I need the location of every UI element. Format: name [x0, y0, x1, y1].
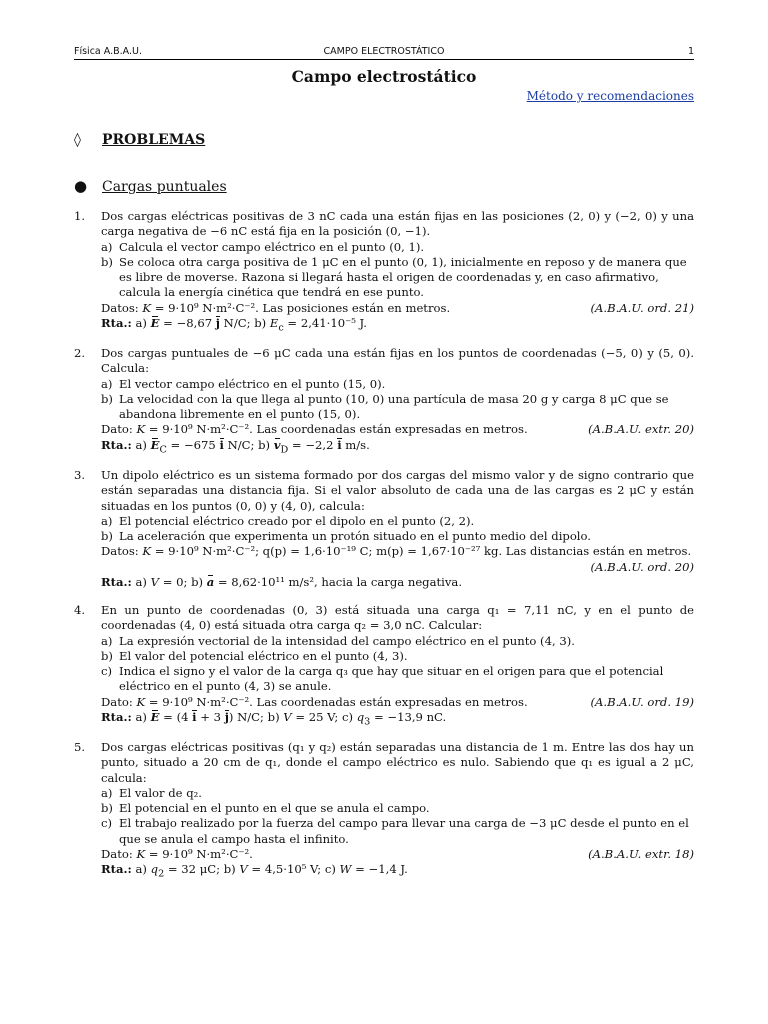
item-text: El valor de q₂.	[119, 785, 202, 800]
answer-symbol: E	[150, 710, 160, 725]
answer-text: m/s.	[341, 437, 370, 452]
answer-symbol: V	[239, 862, 248, 877]
answer-subscript: D	[280, 444, 289, 456]
problem-statement: Dos cargas eléctricas positivas (q₁ y q₂) están separadas una distancia de 1 m. Entre las dos hay un punto, situado a 20 cm de q₁, donde el campo eléctrico es nulo. Sabiendo que q₁ es igual a 2 μC, calcula:	[101, 740, 694, 785]
item-text: Se coloca otra carga positiva de 1 μC en el punto (0, 1), inicialmente en reposo y de manera que es libre de moverse. Razona si llegará hasta el origen de coordenadas y, en caso afirmativo, calcula la energía cinética que tendrá en ese punto.	[119, 254, 687, 300]
answer-text: a)	[131, 862, 151, 877]
unit-vector: j	[224, 710, 229, 725]
problem-item	[101, 816, 694, 847]
problem-number: 2.	[74, 346, 86, 360]
item-text: El vector campo eléctrico en el punto (15, 0).	[119, 376, 386, 391]
item-text: El potencial eléctrico creado por el dipolo en el punto (2, 2).	[119, 513, 475, 528]
header-rule	[74, 59, 694, 60]
problem-statement: En un punto de coordenadas (0, 3) está situada una carga q₁ = 7,11 nC, y en el punto de coordenadas (4, 0) está situada otra carga q₂ = 3,0 nC. Calcular:	[101, 603, 694, 633]
answer-subscript: c	[278, 322, 284, 334]
answer-subscript: 2	[158, 868, 165, 880]
item-label: b)	[101, 529, 113, 544]
data-text: = 9·10⁹ N·m²·C⁻².	[145, 847, 253, 862]
data-prefix: Datos:	[101, 300, 143, 315]
data-prefix: Datos:	[101, 544, 143, 559]
answer-text: = 25 V; c)	[291, 710, 357, 725]
problem-item	[101, 392, 694, 423]
item-label: c)	[101, 816, 113, 831]
answer-symbol: E	[150, 316, 160, 331]
answer-text: = −675	[166, 437, 220, 452]
problem-item	[101, 786, 694, 801]
problem-body	[101, 603, 694, 730]
answer-text: = −8,67	[159, 316, 216, 331]
answer-line	[101, 316, 694, 336]
subsection-label: Cargas puntuales	[102, 179, 227, 195]
problem-number: 5.	[74, 740, 86, 754]
problem-item	[101, 801, 694, 816]
data-constant: K	[136, 422, 146, 437]
unit-vector: j	[215, 316, 220, 331]
source-citation: (A.B.A.U. ord. 21)	[590, 300, 694, 315]
answer-text: N/C; b)	[220, 316, 270, 331]
problem-body	[101, 740, 694, 882]
problem-body	[101, 209, 694, 336]
problem-item	[101, 529, 694, 544]
problem-number: 1.	[74, 209, 86, 223]
item-text: La velocidad con la que llega al punto (10, 0) una partícula de masa 20 g y carga 8 μC que se abandona libremente en el punto (15, 0).	[119, 391, 669, 422]
answer-text: a)	[131, 575, 151, 590]
header-page-number: 1	[687, 46, 694, 57]
answer-symbol: E	[269, 316, 279, 331]
page-title: Campo electrostático	[291, 67, 477, 86]
unit-vector: i	[337, 437, 342, 452]
answer-symbol: q	[150, 862, 159, 877]
answer-text: a)	[131, 710, 151, 725]
problem-item	[101, 634, 694, 649]
data-constant: K	[142, 544, 152, 559]
answer-text: = 4,5·10⁵ V; c)	[247, 862, 340, 877]
problem-statement: Un dipolo eléctrico es un sistema formado por dos cargas del mismo valor y de signo contrario que están separadas una distancia fija. Si el valor absoluto de cada una de las cargas es 2 μC y están situadas en los puntos (0, 0) y (4, 0), calcula:	[101, 468, 694, 513]
answer-symbol: E	[150, 437, 160, 452]
section-label: PROBLEMAS	[102, 132, 206, 148]
data-line	[101, 301, 694, 316]
answer-symbol: a	[206, 575, 215, 590]
item-label: c)	[101, 664, 113, 679]
answer-symbol: V	[283, 710, 292, 725]
answer-label: Rta.:	[101, 862, 132, 877]
problem-item	[101, 255, 694, 301]
header-course: Física A.B.A.U.	[74, 46, 142, 57]
data-prefix: Dato:	[101, 694, 137, 709]
problem-item	[101, 514, 694, 529]
answer-text: = 8,62·10¹¹ m/s², hacia la carga negativa.	[214, 575, 463, 590]
item-label: a)	[101, 376, 113, 391]
header-topic: CAMPO ELECTROSTÁTICO	[323, 46, 445, 57]
answer-symbol: W	[339, 862, 352, 877]
problem-number: 3.	[74, 468, 86, 482]
answer-text: = 32 μC; b)	[164, 862, 240, 877]
method-link[interactable]: Método y recomendaciones	[526, 89, 694, 103]
source-citation: (A.B.A.U. ord. 19)	[590, 694, 694, 709]
answer-symbol: q	[356, 710, 365, 725]
answer-line	[101, 710, 694, 730]
answer-line	[101, 862, 694, 882]
problem-body	[101, 346, 694, 457]
answer-subscript: C	[159, 444, 167, 456]
answer-text: a)	[131, 437, 151, 452]
answer-text: a)	[131, 316, 151, 331]
data-prefix: Dato:	[101, 847, 137, 862]
answer-label: Rta.:	[101, 437, 132, 452]
page-header	[74, 45, 694, 59]
item-text: Indica el signo y el valor de la carga q₃ que hay que situar en el origen para que el potencial eléctrico en el punto (4, 3) se anule.	[119, 664, 664, 694]
answer-label: Rta.:	[101, 575, 132, 590]
item-label: a)	[101, 785, 113, 800]
problem-number: 4.	[74, 603, 86, 617]
answer-line	[101, 575, 694, 590]
data-line	[101, 544, 694, 559]
item-text: La aceleración que experimenta un protón situado en el punto medio del dipolo.	[119, 529, 591, 544]
answer-label: Rta.:	[101, 316, 132, 331]
diamond-icon: ◊	[74, 132, 81, 148]
answer-text: + 3	[196, 710, 225, 725]
problem-body	[101, 468, 694, 590]
answer-text: ) N/C; b)	[228, 710, 284, 725]
item-label: b)	[101, 801, 113, 816]
problem-statement: Dos cargas eléctricas positivas de 3 nC cada una están fijas en las posiciones (2, 0) y (−2, 0) y una carga negativa de −6 nC está fija en la posición (0, −1).	[101, 209, 694, 239]
item-label: b)	[101, 391, 113, 406]
answer-line	[101, 438, 694, 458]
data-line	[101, 695, 694, 710]
answer-text: = −2,2	[288, 437, 338, 452]
source-citation: (A.B.A.U. extr. 20)	[588, 422, 694, 437]
data-text: = 9·10⁹ N·m²·C⁻². Las coordenadas están expresadas en metros.	[145, 694, 528, 709]
unit-vector: i	[192, 710, 197, 725]
item-label: b)	[101, 648, 113, 663]
item-text: Calcula el vector campo eléctrico en el punto (0, 1).	[119, 239, 425, 254]
problem-statement: Dos cargas puntuales de −6 μC cada una están fijas en los puntos de coordenadas (−5, 0) y (5, 0). Calcula:	[101, 346, 694, 376]
item-text: El trabajo realizado por la fuerza del campo para llevar una carga de −3 μC desde el punto en el que se anula el campo hasta el infinito.	[119, 816, 689, 846]
item-text: El potencial en el punto en el que se anula el campo.	[119, 801, 430, 816]
data-text: = 9·10⁹ N·m²·C⁻². Las posiciones están en metros.	[151, 300, 451, 315]
answer-text: = 0; b)	[159, 575, 207, 590]
data-prefix: Dato:	[101, 422, 137, 437]
item-label: a)	[101, 513, 113, 528]
answer-text: N/C; b)	[223, 437, 274, 452]
problem-item	[101, 649, 694, 664]
answer-text: = 2,41·10⁻⁵ J.	[283, 316, 367, 331]
item-text: El valor del potencial eléctrico en el punto (4, 3).	[119, 648, 408, 663]
item-text: La expresión vectorial de la intensidad del campo eléctrico en el punto (4, 3).	[119, 633, 575, 648]
bullet-icon: ●	[74, 177, 88, 195]
answer-symbol: v	[273, 437, 281, 452]
data-constant: K	[136, 694, 146, 709]
answer-text: = −13,9 nC.	[370, 710, 447, 725]
problem-item	[101, 240, 694, 255]
unit-vector: i	[219, 437, 224, 452]
answer-text: = −1,4 J.	[351, 862, 408, 877]
problem-item	[101, 664, 694, 695]
data-constant: K	[136, 847, 146, 862]
item-label: a)	[101, 633, 113, 648]
answer-symbol: V	[150, 575, 160, 590]
data-line	[101, 847, 694, 862]
answer-subscript: 3	[364, 716, 371, 728]
data-text: = 9·10⁹ N·m²·C⁻²; q(p) = 1,6·10⁻¹⁹ C; m(p) = 1,67·10⁻²⁷ kg. Las distancias están en metros.	[151, 544, 692, 559]
problem-item	[101, 377, 694, 392]
source-citation: (A.B.A.U. ord. 20)	[590, 559, 694, 574]
data-text: = 9·10⁹ N·m²·C⁻². Las coordenadas están expresadas en metros.	[145, 422, 528, 437]
item-label: a)	[101, 239, 113, 254]
answer-text: = (4	[159, 710, 193, 725]
answer-label: Rta.:	[101, 710, 132, 725]
source-citation: (A.B.A.U. extr. 18)	[588, 847, 694, 862]
data-constant: K	[142, 300, 152, 315]
item-label: b)	[101, 254, 113, 269]
data-line	[101, 422, 694, 437]
